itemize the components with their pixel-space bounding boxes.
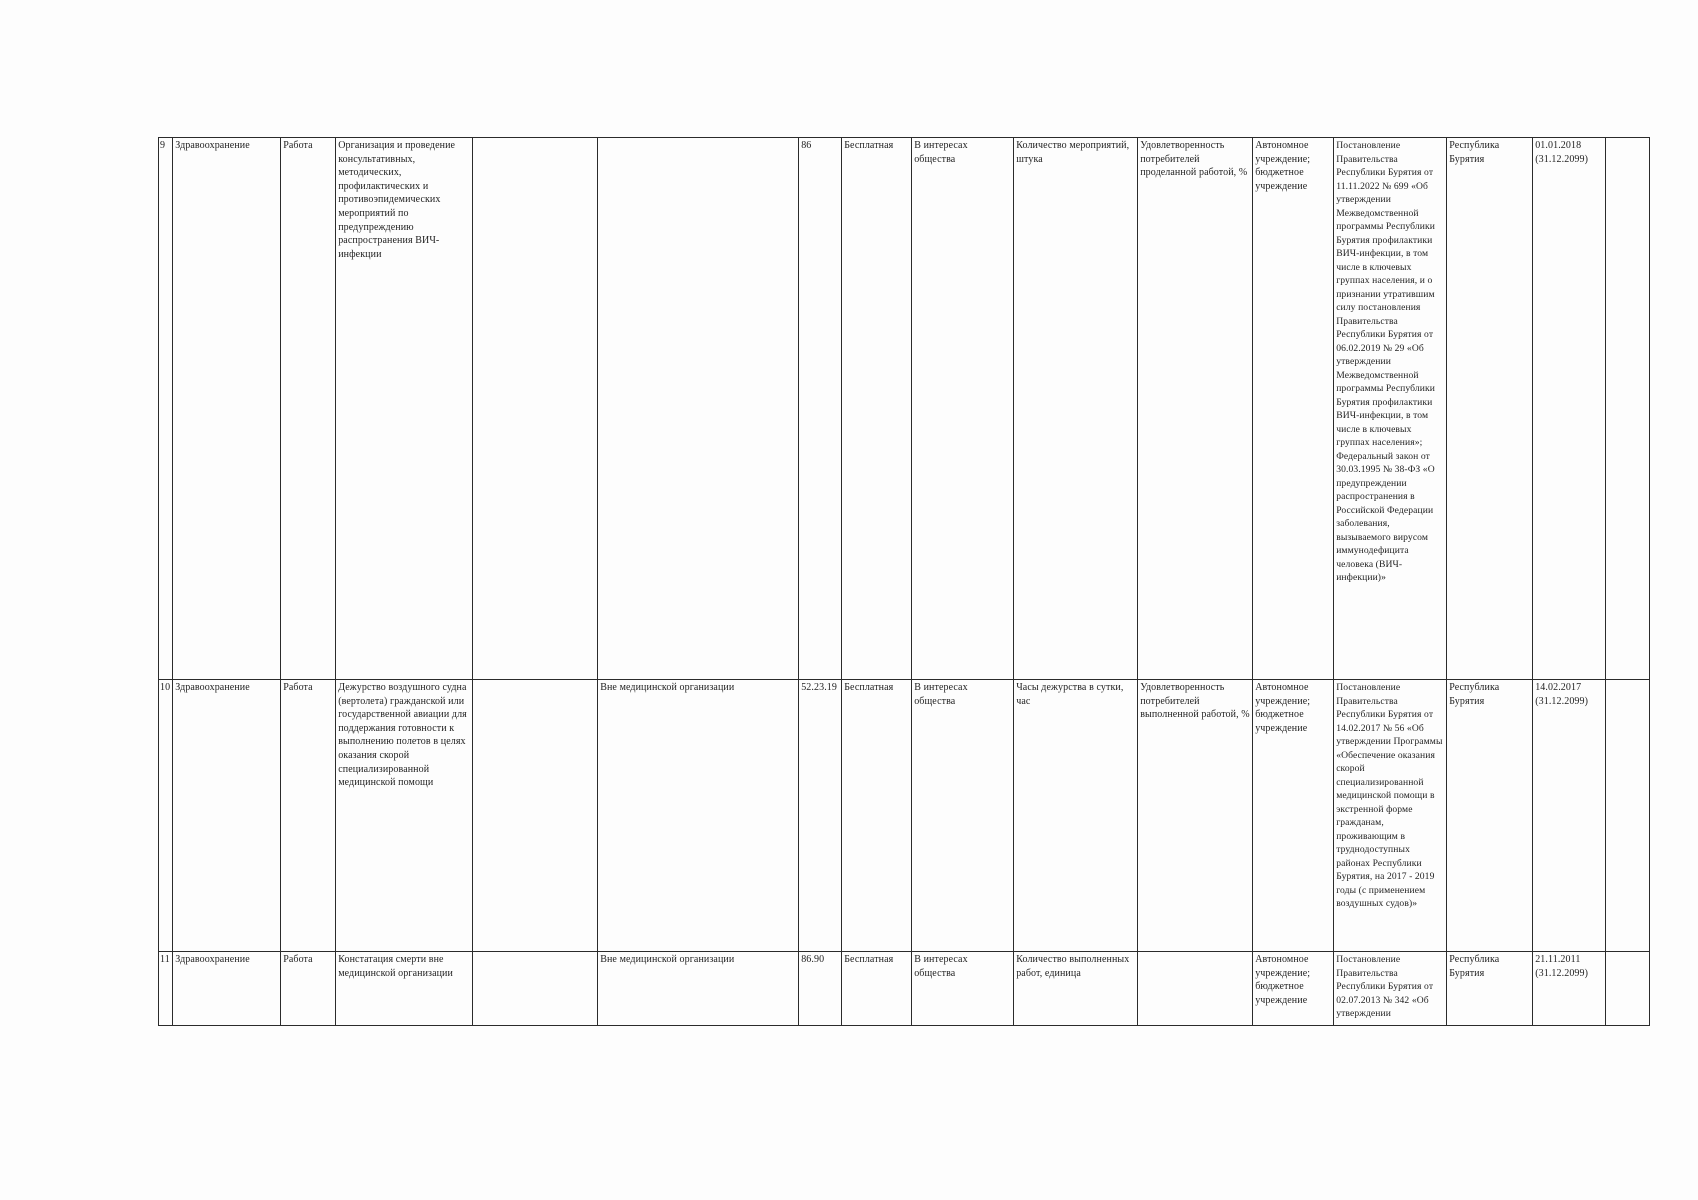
work-name-cell: Дежурство воздушного судна (вертолета) гражданской или государственной авиации для поддержания готовности к выполнению полетов в целях оказания скорой специализированной медицинской помощи bbox=[336, 680, 473, 952]
table-row bbox=[159, 952, 1650, 1026]
empty-cell bbox=[1606, 952, 1650, 1026]
payment-cell: Бесплатная bbox=[842, 952, 912, 1026]
period-cell: 14.02.2017 (31.12.2099) bbox=[1533, 680, 1606, 952]
institution-type-cell: Автономное учреждение; бюджетное учреждение bbox=[1253, 952, 1334, 1026]
interest-cell: В интересах общества bbox=[912, 680, 1014, 952]
kind-cell: Работа bbox=[281, 952, 336, 1026]
services-register-table bbox=[158, 137, 1650, 1026]
code-cell: 52.23.19 bbox=[799, 680, 842, 952]
payment-cell: Бесплатная bbox=[842, 680, 912, 952]
volume-indicator-cell: Часы дежурства в сутки, час bbox=[1014, 680, 1138, 952]
legal-basis-cell: Постановление Правительства Республики Бурятия от 02.07.2013 № 342 «Об утверждении bbox=[1334, 952, 1447, 1026]
row-number: 9 bbox=[159, 138, 173, 680]
row-number: 10 bbox=[159, 680, 173, 952]
table-row bbox=[159, 138, 1650, 680]
work-name-cell: Организация и проведение консультативных, методических, профилактических и противоэпидемических мероприятий по предупреждению распространения ВИЧ-инфекции bbox=[336, 138, 473, 680]
interest-cell: В интересах общества bbox=[912, 952, 1014, 1026]
period-cell: 01.01.2018 (31.12.2099) bbox=[1533, 138, 1606, 680]
region-cell: Республика Бурятия bbox=[1447, 952, 1533, 1026]
empty-cell bbox=[1606, 138, 1650, 680]
sphere-cell: Здравоохранение bbox=[173, 952, 281, 1026]
legal-basis-cell: Постановление Правительства Республики Бурятия от 11.11.2022 № 699 «Об утверждении Межведомственной программы Республики Бурятия профилактики ВИЧ-инфекции, в том числе в ключевых группах населения, и о признании утратившим силу постановления Правительства Республики Бурятия от 06.02.2019 № 29 «Об утверждении Межведомственной программы Республики Бурятия профилактики ВИЧ-инфекции, в том числе в ключевых группах населения»; Федеральный закон от 30.03.1995 № 38-ФЗ «О предупреждении распространения в Российской Федерации заболевания, вызываемого вирусом иммунодефицита человека (ВИЧ-инфекции)» bbox=[1334, 138, 1447, 680]
sphere-cell: Здравоохранение bbox=[173, 680, 281, 952]
conditions-cell: Вне медицинской организации bbox=[598, 680, 799, 952]
kind-cell: Работа bbox=[281, 680, 336, 952]
volume-indicator-cell: Количество мероприятий, штука bbox=[1014, 138, 1138, 680]
table-row bbox=[159, 680, 1650, 952]
empty-cell bbox=[473, 952, 598, 1026]
sphere-cell: Здравоохранение bbox=[173, 138, 281, 680]
code-cell: 86 bbox=[799, 138, 842, 680]
quality-indicator-cell bbox=[1138, 952, 1253, 1026]
code-cell: 86.90 bbox=[799, 952, 842, 1026]
legal-basis-cell: Постановление Правительства Республики Бурятия от 14.02.2017 № 56 «Об утверждении Программы «Обеспечение оказания скорой специализированной медицинской помощи в экстренной форме гражданам, проживающим в труднодоступных районах Республики Бурятия, на 2017 - 2019 годы (с применением воздушных судов)» bbox=[1334, 680, 1447, 952]
institution-type-cell: Автономное учреждение; бюджетное учреждение bbox=[1253, 138, 1334, 680]
institution-type-cell: Автономное учреждение; бюджетное учреждение bbox=[1253, 680, 1334, 952]
empty-cell bbox=[473, 680, 598, 952]
payment-cell: Бесплатная bbox=[842, 138, 912, 680]
quality-indicator-cell: Удовлетворенность потребителей выполненной работой, % bbox=[1138, 680, 1253, 952]
empty-cell bbox=[1606, 680, 1650, 952]
period-cell: 21.11.2011 (31.12.2099) bbox=[1533, 952, 1606, 1026]
volume-indicator-cell: Количество выполненных работ, единица bbox=[1014, 952, 1138, 1026]
region-cell: Республика Бурятия bbox=[1447, 680, 1533, 952]
kind-cell: Работа bbox=[281, 138, 336, 680]
quality-indicator-cell: Удовлетворенность потребителей проделанной работой, % bbox=[1138, 138, 1253, 680]
row-number: 11 bbox=[159, 952, 173, 1026]
empty-cell bbox=[473, 138, 598, 680]
conditions-cell bbox=[598, 138, 799, 680]
work-name-cell: Констатация смерти вне медицинской организации bbox=[336, 952, 473, 1026]
interest-cell: В интересах общества bbox=[912, 138, 1014, 680]
conditions-cell: Вне медицинской организации bbox=[598, 952, 799, 1026]
region-cell: Республика Бурятия bbox=[1447, 138, 1533, 680]
